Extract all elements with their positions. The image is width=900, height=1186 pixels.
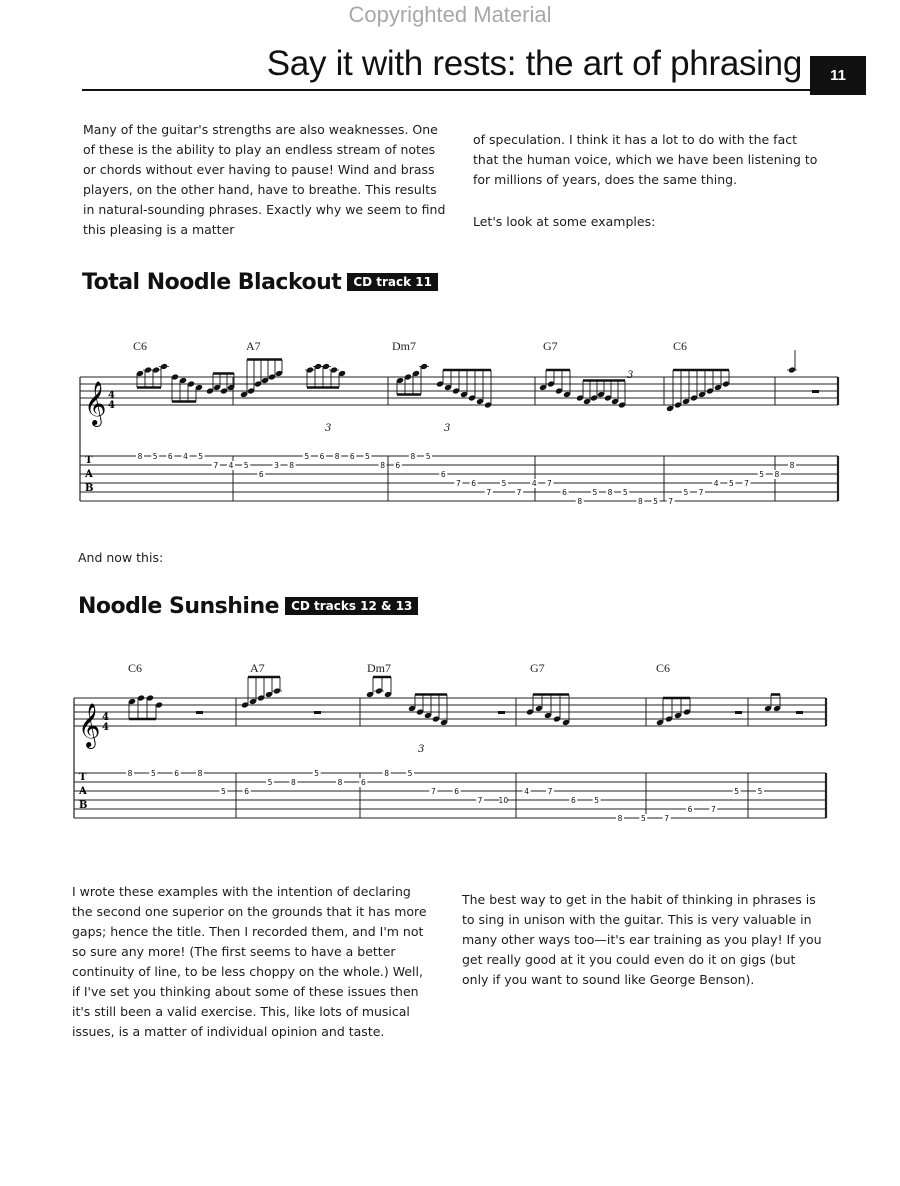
rest xyxy=(314,711,321,714)
fret-number: 5 xyxy=(592,488,598,497)
fret-number: 8 xyxy=(637,497,643,506)
example1-title: Total Noodle Blackout xyxy=(82,270,342,295)
rest xyxy=(796,711,803,714)
tab-clef-b: B xyxy=(79,800,88,811)
fret-number: 6 xyxy=(319,452,325,461)
fret-number: 6 xyxy=(360,778,366,787)
fret-number: 7 xyxy=(430,787,436,796)
fret-number: 6 xyxy=(349,452,355,461)
fret-number: 5 xyxy=(728,479,734,488)
tab-clef-a: A xyxy=(85,469,93,480)
fret-number: 6 xyxy=(471,479,476,488)
example2-notation xyxy=(0,652,900,852)
fret-number: 6 xyxy=(454,787,460,796)
fret-number: 5 xyxy=(683,488,689,497)
fret-number: 8 xyxy=(337,778,343,787)
fret-number: 5 xyxy=(594,796,600,805)
fret-number: 5 xyxy=(150,769,156,778)
fret-number: 7 xyxy=(477,796,483,805)
fret-number: 6 xyxy=(174,769,180,778)
fret-number: 5 xyxy=(757,787,763,796)
fret-number: 4 xyxy=(524,787,530,796)
example1-cd-badge: CD track 11 xyxy=(347,273,438,291)
chord-symbol: C6 xyxy=(656,661,671,675)
fret-number: 5 xyxy=(152,452,158,461)
fret-number: 5 xyxy=(501,479,507,488)
fret-number: 7 xyxy=(668,497,674,506)
time-signature-bottom: 4 xyxy=(108,400,115,411)
fret-number: 4 xyxy=(713,479,719,488)
fret-number: 8 xyxy=(289,461,295,470)
fret-number: 5 xyxy=(365,452,370,461)
fret-number: 5 xyxy=(759,470,765,479)
fret-number: 8 xyxy=(380,461,385,470)
fret-number: 7 xyxy=(456,479,461,488)
fret-number: 8 xyxy=(384,769,390,778)
fret-number: 7 xyxy=(664,814,670,823)
fret-number: 7 xyxy=(486,488,492,497)
fret-number: 6 xyxy=(167,452,173,461)
intro-col2 xyxy=(473,130,818,232)
rest xyxy=(735,711,742,714)
tuplet-number: 3 xyxy=(325,423,332,434)
tab-clef-t: T xyxy=(85,455,93,466)
fret-number: 3 xyxy=(274,461,279,470)
fret-number: 8 xyxy=(127,769,133,778)
chord-symbol: A7 xyxy=(246,339,261,353)
fret-number: 8 xyxy=(577,497,583,506)
fret-number: 6 xyxy=(244,787,250,796)
example1-notation xyxy=(0,330,900,530)
tuplet-number: 3 xyxy=(444,423,451,434)
fret-number: 6 xyxy=(395,461,401,470)
fret-number: 5 xyxy=(622,488,628,497)
fret-number: 5 xyxy=(304,452,310,461)
fret-number: 5 xyxy=(640,814,646,823)
intro-paragraph-col2: of speculation. I think it has a lot to do with the fact that the human voice, which we have been listening to for millions of years, does the same thing. xyxy=(473,132,818,187)
fret-number: 5 xyxy=(653,497,658,506)
copyright-watermark: Copyrighted Material xyxy=(348,2,552,27)
fret-number: 6 xyxy=(258,470,264,479)
tab-clef-t: T xyxy=(79,772,87,783)
fret-number: 4 xyxy=(183,452,188,461)
fret-number: 7 xyxy=(547,479,552,488)
fret-number: 6 xyxy=(562,488,567,497)
fret-number: 7 xyxy=(710,805,716,814)
fret-number: 5 xyxy=(314,769,320,778)
fret-number: 8 xyxy=(607,488,613,497)
treble-clef-icon: 𝄞 xyxy=(78,703,101,747)
rest xyxy=(196,711,203,714)
fret-number: 8 xyxy=(410,452,416,461)
time-signature-top: 4 xyxy=(102,712,109,723)
fret-number: 7 xyxy=(213,461,219,470)
chord-symbol: G7 xyxy=(543,339,558,353)
fret-number: 8 xyxy=(789,461,795,470)
title-rule xyxy=(82,89,810,91)
fret-number: 4 xyxy=(228,461,234,470)
chord-symbol: G7 xyxy=(530,661,545,675)
fret-number: 8 xyxy=(197,769,203,778)
rest xyxy=(812,390,819,393)
fret-number: 5 xyxy=(220,787,226,796)
fret-number: 7 xyxy=(547,787,553,796)
example2-title: Noodle Sunshine xyxy=(78,594,280,619)
time-signature-bottom: 4 xyxy=(102,722,109,733)
fret-number: 6 xyxy=(570,796,576,805)
chord-symbol: Dm7 xyxy=(367,661,391,675)
fret-number: 5 xyxy=(407,769,413,778)
closing-paragraph-col1: I wrote these examples with the intention of declaring the second one superior on the grounds that it has more gaps; hence the title. Then I recorded them, and I'm not so sure any more! (The first seems to have a better continuity of line, to be less choppy on the whole.) Well, if I've set you thinking about some of these issues then it's still been a valid exercise. This, like lots of musical issues, is a matter of individual opinion and taste. xyxy=(72,884,427,1039)
fret-number: 4 xyxy=(531,479,537,488)
fret-number: 7 xyxy=(516,488,522,497)
fret-number: 8 xyxy=(334,452,340,461)
example1-notes xyxy=(136,350,819,412)
page-title: Say it with rests: the art of phrasing xyxy=(266,44,802,83)
fret-number: 8 xyxy=(137,452,143,461)
fret-number: 7 xyxy=(744,479,749,488)
example2-cd-badge: CD tracks 12 & 13 xyxy=(285,597,418,615)
tab-clef-b: B xyxy=(85,483,94,494)
fret-number: 5 xyxy=(198,452,204,461)
intro-lead-in: Let's look at some examples: xyxy=(473,214,656,229)
fret-number: 8 xyxy=(290,778,296,787)
chord-symbol: C6 xyxy=(128,661,143,675)
chord-symbol: A7 xyxy=(250,661,265,675)
tuplet-number: 3 xyxy=(627,370,634,381)
fret-number: 8 xyxy=(774,470,780,479)
fret-number: 6 xyxy=(687,805,693,814)
fret-number: 10 xyxy=(498,796,509,805)
chord-symbol: C6 xyxy=(133,339,148,353)
chord-symbol: Dm7 xyxy=(392,339,416,353)
fret-number: 8 xyxy=(617,814,623,823)
chord-symbol: C6 xyxy=(673,339,688,353)
fret-number: 5 xyxy=(243,461,249,470)
fret-number: 5 xyxy=(267,778,273,787)
example1-heading xyxy=(82,270,438,295)
example2-heading xyxy=(78,594,418,619)
intro-paragraph-col1: Many of the guitar's strengths are also weaknesses. One of these is the ability to play an endless stream of notes or chords without ever having to pause! Wind and brass players, on the other hand, have to breathe. This results in natural-sounding phrases. Exactly why we seem to find this pleasing is a matter xyxy=(83,122,446,237)
fret-number: 7 xyxy=(698,488,704,497)
time-signature-top: 4 xyxy=(108,390,115,401)
and-now-this-text: And now this: xyxy=(78,550,164,565)
treble-clef-icon: 𝄞 xyxy=(84,381,107,425)
tab-clef-a: A xyxy=(79,786,87,797)
fret-number: 5 xyxy=(734,787,740,796)
fret-number: 6 xyxy=(440,470,446,479)
fret-number: 5 xyxy=(425,452,431,461)
page-number-tab: 11 xyxy=(810,56,866,95)
tuplet-number: 3 xyxy=(418,744,425,755)
rest xyxy=(498,711,505,714)
closing-paragraph-col2: The best way to get in the habit of thinking in phrases is to sing in unison with the guitar. This is very valuable in many other ways too—it's ear training as you play! If you get really good at it you could even do it on gigs (but only if you want to sound like George Benson). xyxy=(462,892,822,987)
